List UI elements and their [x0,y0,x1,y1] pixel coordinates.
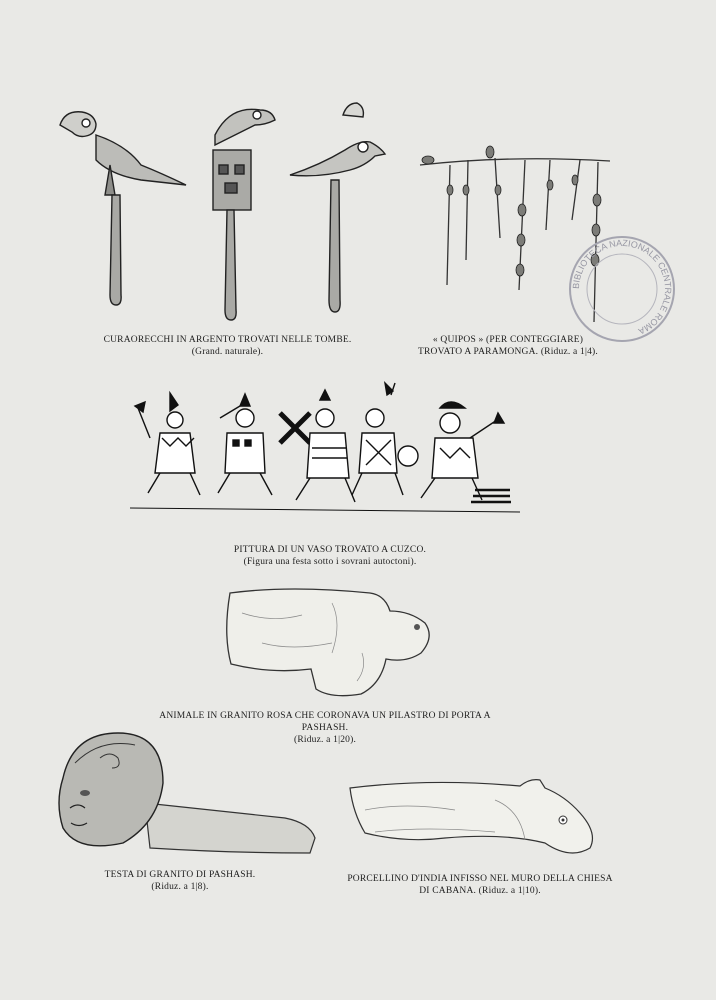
caption-guinea-pig-scale: DI CABANA. (Riduz. a 1|10). [419,886,541,896]
caption-head-title: TESTA DI GRANITO DI PASHASH. [104,870,256,880]
caption-head [90,869,270,893]
granite-animal-illustration [222,583,437,703]
stamp-illustration [565,232,680,347]
granite-head-illustration [45,728,320,868]
caption-head-scale: (Riduz. a 1|8). [151,882,209,892]
figure-granite-head [45,728,320,868]
caption-animal-scale: (Riduz. a 1|20). [293,735,357,745]
vase-figure-3 [280,390,355,502]
caption-vase-note: (Figura una festa sotto i sovrani autoctoni). [243,557,417,567]
earring-parrot-left [60,112,186,305]
stamp-text: BIBLIOTECA NAZIONALE CENTRALE ROMA [570,237,674,337]
caption-quipos-title: « QUIPOS » (PER CONTEGGIARE) [432,335,584,345]
vase-figure-1 [135,393,200,495]
caption-guinea-pig [340,873,620,897]
caption-vase [210,544,450,568]
caption-earrings-scale: (Grand. naturale). [191,347,264,357]
caption-vase-title: PITTURA DI UN VASO TROVATO A CUZCO. [233,545,427,555]
earrings-illustration [50,95,400,325]
figure-guinea-pig [345,770,600,870]
figure-earrings [50,95,400,325]
earring-crested-bird [290,103,385,312]
vase-figure-2 [218,394,272,495]
guinea-pig-illustration [345,770,600,870]
figure-vase-painting [130,378,520,528]
caption-quipos-scale: TROVATO A PARAMONGA. (Riduz. a 1|4). [418,347,598,357]
vase-figure-5 [421,402,504,500]
caption-earrings [85,334,370,358]
library-stamp [565,232,680,347]
caption-earrings-title: CURAORECCHI IN ARGENTO TROVATI NELLE TOMBE. [103,335,352,345]
vase-figure-4 [352,383,418,495]
vase-painting-illustration [130,378,520,528]
caption-animal-title: ANIMALE IN GRANITO ROSA CHE CORONAVA UN PILASTRO DI PORTA A PASHASH. [159,711,491,733]
figure-granite-animal [222,583,437,703]
earring-bird-cube [213,109,275,320]
caption-guinea-pig-title: PORCELLINO D'INDIA INFISSO NEL MURO DELLA CHIESA [347,874,613,884]
